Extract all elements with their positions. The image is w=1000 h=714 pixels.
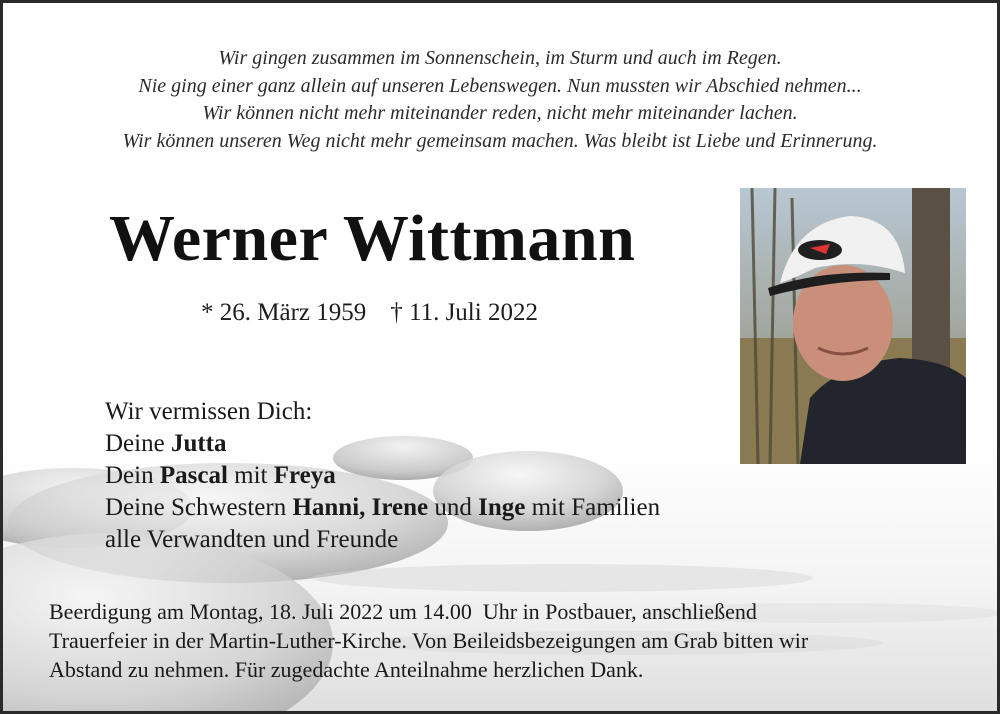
text-fragment: mit bbox=[227, 462, 274, 489]
mourner-line bbox=[105, 460, 660, 492]
mourners-intro: Wir vermissen Dich: bbox=[105, 398, 313, 425]
deceased-name: Werner Wittmann bbox=[109, 202, 636, 275]
mourner-line: alle Verwandten und Freunde bbox=[105, 526, 399, 553]
portrait-photo bbox=[740, 188, 966, 464]
mourners-list bbox=[105, 396, 660, 556]
poem-line: Wir gingen zusammen im Sonnenschein, im Sturm und auch im Regen. bbox=[218, 47, 782, 69]
mourner-name: Inge bbox=[478, 494, 526, 521]
funeral-line: Trauerfeier in der Martin-Luther-Kirche. Von Beileidsbezeigungen am Grab bitten wir bbox=[49, 628, 809, 653]
text-fragment: Deine bbox=[105, 430, 171, 457]
poem-line: Nie ging einer ganz allein auf unseren Lebenswegen. Nun mussten wir Abschied nehmen... bbox=[138, 74, 862, 97]
text-fragment: Deine Schwestern bbox=[105, 494, 293, 521]
mourner-line bbox=[105, 428, 660, 460]
funeral-line: Abstand zu nehmen. Für zugedachte Anteilnahme herzlichen Dank. bbox=[49, 657, 644, 682]
life-dates bbox=[201, 299, 538, 327]
funeral-notice bbox=[49, 597, 949, 684]
poem bbox=[3, 45, 997, 155]
mourner-name: Hanni, Irene bbox=[292, 494, 429, 521]
text-fragment: Dein bbox=[105, 462, 160, 489]
mourner-line bbox=[105, 492, 660, 524]
poem-line: Wir können nicht mehr miteinander reden, nicht mehr miteinander lachen. bbox=[202, 102, 798, 124]
text-fragment: und bbox=[428, 494, 479, 521]
mourner-name: Freya bbox=[273, 462, 336, 489]
birth-date: * 26. März 1959 bbox=[201, 299, 367, 326]
text-fragment: mit Familien bbox=[525, 494, 661, 521]
mourner-name: Pascal bbox=[159, 462, 228, 489]
death-date: † 11. Juli 2022 bbox=[390, 299, 538, 326]
funeral-line: Beerdigung am Montag, 18. Juli 2022 um 14.00 Uhr in Postbauer, anschließend bbox=[49, 599, 757, 624]
mourner-name: Jutta bbox=[170, 430, 227, 457]
poem-line: Wir können unseren Weg nicht mehr gemeinsam machen. Was bleibt ist Liebe und Erinnerung. bbox=[122, 129, 878, 152]
